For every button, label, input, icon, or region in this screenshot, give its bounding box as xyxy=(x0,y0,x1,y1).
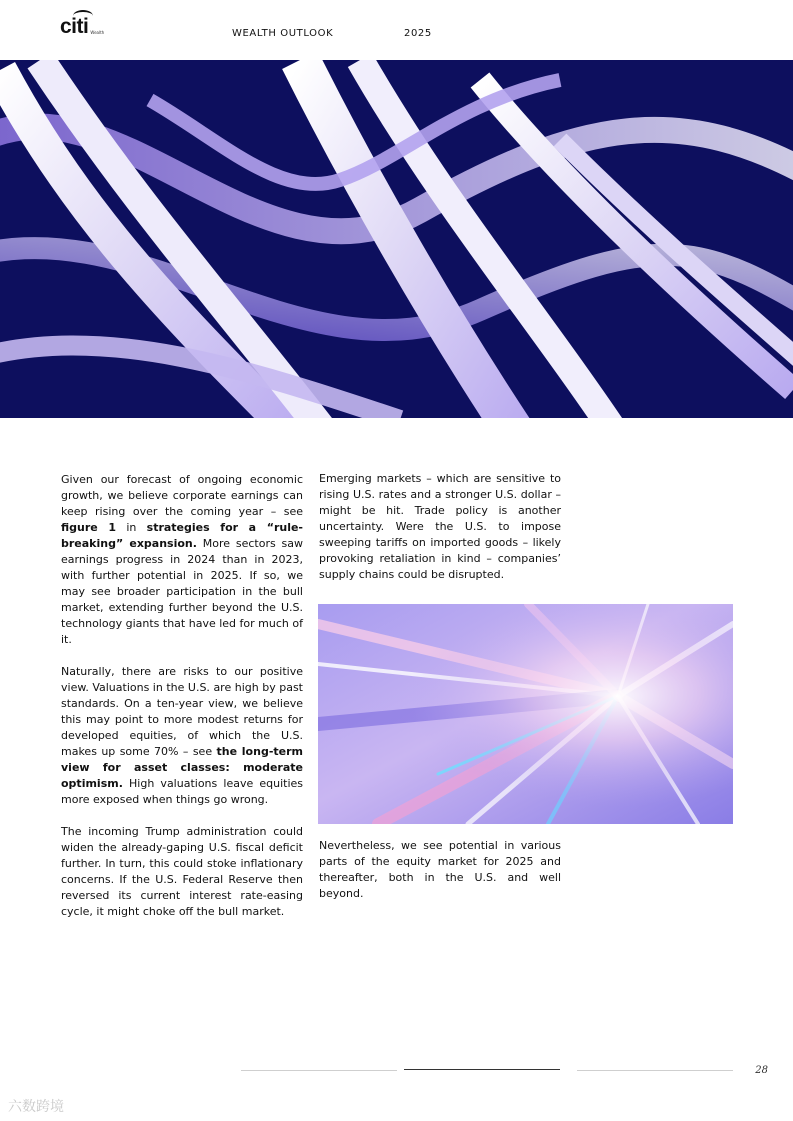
photo-image xyxy=(318,604,733,824)
citi-wealth-logo xyxy=(60,16,104,37)
footer-divider xyxy=(577,1070,733,1071)
logo-wordmark: citi xyxy=(60,15,89,38)
footer-divider xyxy=(241,1070,397,1071)
abstract-ribbons-image xyxy=(0,60,793,418)
text-column-left xyxy=(61,472,303,936)
paragraph-fiscal-deficit: The incoming Trump administration could widen the already-gaping U.S. fiscal deficit further. In turn, this could stoke inflationary concerns. If the U.S. Federal Reserve then reversed its current interest rate-easing cycle, it might choke off the bull market. xyxy=(61,825,303,918)
light-streaks-image xyxy=(318,604,733,824)
paragraph-text: Given our forecast of ongoing economic growth, we believe corporate earnings can keep rising over the coming year – see xyxy=(61,473,303,518)
page-number: 28 xyxy=(755,1065,768,1076)
watermark-logo: 六数跨境 xyxy=(8,1099,64,1115)
paragraph-text: High valuations leave equities more exposed when things go wrong. xyxy=(61,777,303,806)
text-column-right-bottom xyxy=(319,838,561,918)
link-figure-1[interactable]: figure 1 xyxy=(61,521,117,534)
page-header xyxy=(0,0,793,60)
paragraph-nevertheless: Nevertheless, we see potential in various parts of the equity market for 2025 and thereafter, both in the U.S. and well beyond. xyxy=(319,839,561,900)
text-column-right-top xyxy=(319,471,561,599)
paragraph-text: Naturally, there are risks to our positive view. Valuations in the U.S. are high by past standards. On a ten-year view, we believe this may point to more modest returns for developed equities, of which the U.S. makes up some 70% – see xyxy=(61,665,303,758)
link-long-term-view[interactable]: the long-term view for asset classes: moderate optimism. xyxy=(61,745,303,790)
paragraph-earnings xyxy=(61,472,303,648)
footer-divider-active xyxy=(404,1069,560,1070)
paragraph-text: in xyxy=(116,521,147,534)
logo-subtitle: Wealth xyxy=(90,30,105,35)
link-rule-breaking-expansion[interactable]: strategies for a “rule-breaking” expansion. xyxy=(61,521,303,550)
header-year: 2025 xyxy=(404,28,432,39)
paragraph-risks xyxy=(61,664,303,808)
paragraph-text: More sectors saw earnings progress in 2024 than in 2023, with further potential in 2025. If so, we may see broader participation in the bull market, extending further beyond the U.S. technology giants that have led for much of it. xyxy=(61,537,303,646)
header-title: WEALTH OUTLOOK xyxy=(232,28,334,39)
paragraph-emerging-markets: Emerging markets – which are sensitive to rising U.S. rates and a stronger U.S. dollar – might be hit. Trade policy is another uncertainty. Were the U.S. to impose sweeping tariffs on imported goods – likely provoking retaliation in kind – companies’ supply chains could be disrupted. xyxy=(319,472,561,581)
logo-arc-icon xyxy=(73,10,93,22)
hero-image xyxy=(0,60,793,418)
